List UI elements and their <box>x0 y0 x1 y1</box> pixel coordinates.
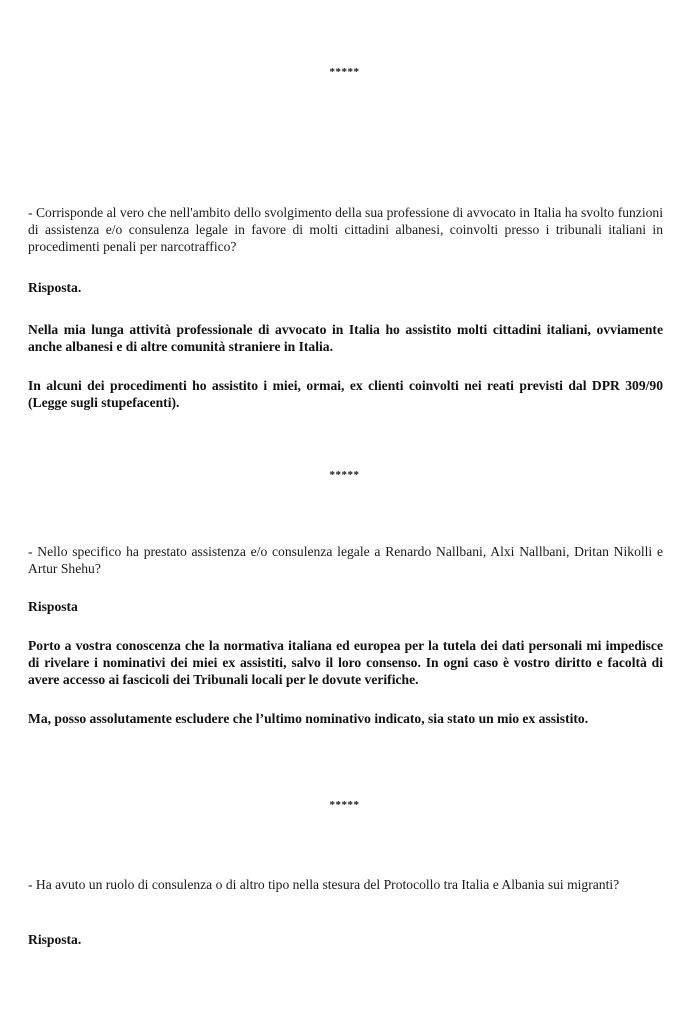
section-separator: ***** <box>329 799 360 811</box>
question-3: - Ha avuto un ruolo di consulenza o di altro tipo nella stesura del Protocollo tra Italia e Albania sui migranti? <box>28 877 620 892</box>
answer-label-1: Risposta. <box>28 280 82 295</box>
question-2: - Nello specifico ha prestato assistenza e/o consulenza legale a Renardo Nallbani, Alxi Nallbani, Dritan Nikolli e Artur Shehu? <box>28 544 663 576</box>
answer-1-paragraph-1: Nella mia lunga attività professionale di avvocato in Italia ho assistito molti cittadini italiani, ovviamente anche albanesi e di altre comunità straniere in Italia. <box>28 322 663 354</box>
question-1: - Corrisponde al vero che nell'ambito dello svolgimento della sua professione di avvocato in Italia ha svolto funzioni di assistenza e/o consulenza legale in favore di molti cittadini albanesi, coinvolti presso i tribunali italiani in procedimenti penali per narcotraffico? <box>28 205 663 254</box>
section-separator: ***** <box>329 469 360 481</box>
answer-2-paragraph-1: Porto a vostra conoscenza che la normativa italiana ed europea per la tutela dei dati personali mi impedisce di rivelare i nominativi dei miei ex assistiti, salvo il loro consenso. In ogni caso è vostro diritto e facoltà di avere accesso ai fascicoli dei Tribunali locali per le dovute verifiche. <box>28 638 663 687</box>
answer-1-paragraph-2: In alcuni dei procedimenti ho assistito i miei, ormai, ex clienti coinvolti nei reati previsti dal DPR 309/90 (Legge sugli stupefacenti). <box>28 378 663 410</box>
answer-label-3: Risposta. <box>28 932 82 947</box>
answer-2-paragraph-2: Ma, posso assolutamente escludere che l’ultimo nominativo indicato, sia stato un mio ex assistito. <box>28 711 589 726</box>
section-separator: ***** <box>329 66 360 78</box>
answer-label-2: Risposta <box>28 599 78 614</box>
